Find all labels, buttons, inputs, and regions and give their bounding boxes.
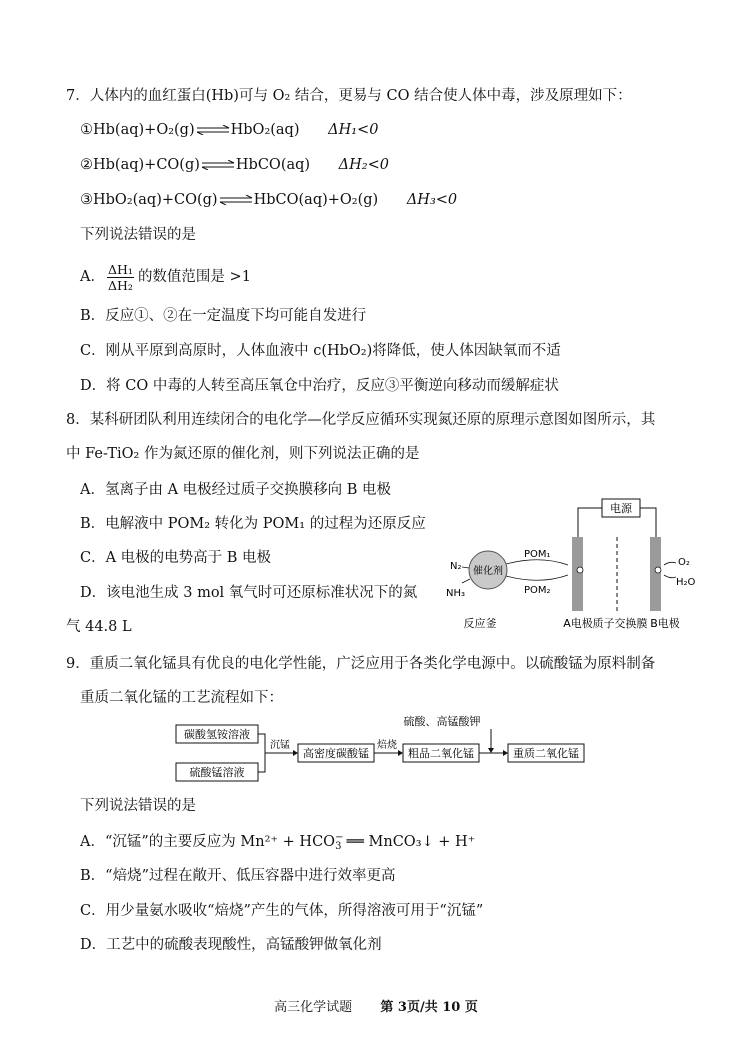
electrochemical-cell-diagram — [440, 495, 710, 635]
q8-option-d: D．该电池生成 3 mol 氧气时可还原标准状况下的氮 — [80, 585, 418, 601]
equilibrium-arrow-icon — [196, 125, 230, 135]
reagents-label: 硫酸、高锰酸钾 — [403, 715, 481, 728]
q8-option-c: C．A 电极的电势高于 B 电极 — [80, 550, 272, 566]
q9-option-a — [80, 832, 475, 852]
q9-stem-1: 9．重质二氧化锰具有优良的电化学性能，广泛应用于各类化学电源中。以硫酸锰为原料制备 — [66, 656, 656, 672]
q7-option-d: D．将 CO 中毒的人转至高压氧仓中治疗，反应③平衡逆向移动而缓解症状 — [80, 378, 559, 394]
step-roasting-label: 焙烧 — [377, 740, 397, 751]
q8-stem-1: 8．某科研团队利用连续闭合的电化学—化学反应循环实现氮还原的原理示意图如图所示，其 — [66, 412, 656, 428]
eq3-right: HbCO(aq)+O₂(g) — [253, 192, 379, 208]
page-footer — [0, 996, 752, 1015]
eq1-left: ①Hb(aq)+O₂(g) — [80, 122, 195, 138]
arrow-2-head — [398, 750, 403, 756]
q9-ask: 下列说法错误的是 — [80, 798, 196, 814]
fraction-denominator: ΔH₂ — [107, 277, 133, 293]
electrode-b — [650, 537, 661, 611]
q7-equation-2 — [80, 155, 389, 175]
electrode-b-loop — [655, 567, 661, 573]
process-flow-diagram — [170, 713, 590, 783]
reagent-arrow-head — [488, 748, 494, 753]
q9-option-b: B．“焙烧”过程在敞开、低压容器中进行效率更高 — [80, 868, 396, 884]
electrode-a-loop — [577, 567, 583, 573]
o2-label: O₂ — [678, 557, 690, 568]
q7-ask: 下列说法错误的是 — [80, 227, 196, 243]
eq1-dh: ΔH₁<0 — [328, 122, 379, 138]
h2o-flow-icon — [664, 575, 676, 578]
pom2-flow-arrow-icon — [506, 575, 568, 580]
option-a-text: 的数值范围是 >1 — [137, 269, 251, 285]
bicarbonate-charge: − — [335, 832, 344, 843]
catalyst-label: 催化剂 — [473, 566, 503, 577]
arrow-1-head — [293, 750, 298, 756]
step-precipitation-label: 沉锰 — [270, 740, 290, 751]
nh3-label: NH₃ — [446, 588, 466, 599]
q7-option-c: C．刚从平原到高原时，人体血液中 c(HbO₂)将降低，使人体因缺氧而不适 — [80, 343, 561, 359]
eq2-dh: ΔH₂<0 — [338, 157, 389, 173]
q7-equation-3 — [80, 190, 457, 210]
q9-stem-2: 重质二氧化锰的工艺流程如下： — [80, 690, 283, 706]
option-a-label: A． — [80, 269, 105, 285]
q7-equation-1 — [80, 120, 378, 140]
electrode-a-label: A电极 — [563, 617, 593, 630]
q9-option-d: D．工艺中的硫酸表现酸性，高锰酸钾做氧化剂 — [80, 937, 382, 953]
fraction-numerator: ΔH₁ — [107, 261, 133, 277]
eq2-right: HbCO(aq) — [235, 157, 311, 173]
n2-label: N₂ — [450, 561, 462, 572]
wire-left — [578, 508, 602, 537]
arrow-3-head — [503, 750, 508, 756]
heavy-mno2-label: 重质二氧化锰 — [513, 747, 579, 760]
q7-option-b: B．反应①、②在一定温度下均可能自发进行 — [80, 308, 367, 324]
equilibrium-arrow-icon — [201, 160, 235, 170]
h2o-label: H₂O — [676, 577, 696, 588]
footer-page-number: 第 3页/共 10 页 — [380, 1000, 478, 1015]
pom2-label: POM₂ — [524, 585, 551, 596]
n2-inlet-line — [462, 567, 469, 568]
footer-subject: 高三化学试题 — [274, 1000, 353, 1015]
o2-flow-icon — [664, 562, 676, 565]
option-a-text: A．“沉锰”的主要反应为 Mn²⁺ + HCO — [80, 834, 336, 850]
membrane-label: 质子交换膜 — [592, 617, 648, 630]
q8-option-a: A．氢离子由 A 电极经过质子交换膜移向 B 电极 — [80, 482, 392, 498]
reactor-label: 反应釜 — [463, 617, 497, 630]
ammonium-bicarbonate-label: 碳酸氢铵溶液 — [184, 728, 250, 741]
merge-bracket — [258, 734, 265, 772]
dh-ratio-fraction — [107, 262, 134, 293]
nh3-outlet-line — [462, 579, 470, 583]
electrode-a — [572, 537, 583, 611]
q7-stem: 7．人体内的血红蛋白(Hb)可与 O₂ 结合，更易与 CO 结合使人体中毒，涉及原理如下： — [66, 88, 632, 104]
bicarbonate-subscript: 3 — [335, 841, 342, 852]
q9-option-c: C．用少量氨水吸收“焙烧”产生的气体，所得溶液可用于“沉锰” — [80, 903, 484, 919]
q8-stem-2: 中 Fe-TiO₂ 作为氮还原的催化剂，则下列说法正确的是 — [66, 446, 420, 462]
manganese-sulfate-label: 硫酸锰溶液 — [189, 766, 245, 779]
eq3-dh: ΔH₃<0 — [406, 192, 458, 208]
q8-option-d-continued: 气 44.8 L — [66, 619, 132, 635]
eq1-right: HbO₂(aq) — [230, 122, 300, 138]
eq2-left: ②Hb(aq)+CO(g) — [80, 157, 200, 173]
electrode-b-label: B电极 — [650, 617, 680, 630]
power-supply-label: 电源 — [610, 502, 632, 515]
q8-option-b: B．电解液中 POM₂ 转化为 POM₁ 的过程为还原反应 — [80, 516, 426, 532]
equilibrium-arrow-icon — [219, 195, 253, 205]
high-density-mnco3-label: 高密度碳酸锰 — [303, 747, 369, 760]
eq3-left: ③HbO₂(aq)+CO(g) — [80, 192, 218, 208]
option-a-product: ══ MnCO₃↓ + H⁺ — [346, 834, 476, 850]
wire-right — [640, 508, 656, 537]
pom1-label: POM₁ — [524, 549, 551, 560]
q7-option-a — [80, 258, 251, 296]
pom1-flow-arrow-icon — [506, 560, 568, 565]
crude-mno2-label: 粗品二氧化锰 — [408, 747, 474, 760]
